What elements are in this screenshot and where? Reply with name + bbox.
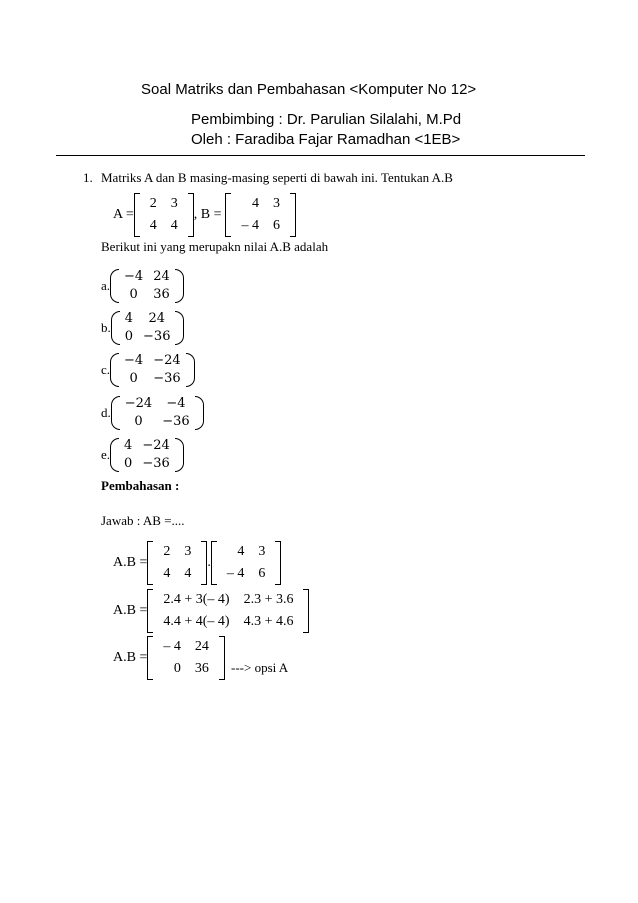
matrix-cell: 24 xyxy=(148,311,166,326)
ab-label: A.B = xyxy=(113,555,148,570)
matrix-cell: 6 xyxy=(258,566,266,581)
matrix-cell: 0 xyxy=(124,329,134,344)
result-matrix xyxy=(147,636,225,680)
option-matrix xyxy=(110,352,195,388)
right-bracket xyxy=(303,589,309,633)
matrix-cell: 4.4 + 4(– 4) xyxy=(163,614,230,629)
matrix-row xyxy=(143,193,185,215)
ab-label: A.B = xyxy=(113,603,148,618)
right-bracket xyxy=(201,541,207,585)
question-number: 1. xyxy=(83,170,93,185)
matrix-cell: – 4 xyxy=(163,639,181,654)
matrix-cell: −24 xyxy=(142,438,170,453)
option-label: a. xyxy=(101,278,111,293)
matrix-grid xyxy=(119,437,175,473)
matrix-a xyxy=(134,193,194,237)
step2-matrix xyxy=(147,589,309,633)
matrix-grid xyxy=(156,636,216,680)
right-bracket xyxy=(219,636,225,680)
right-bracket xyxy=(275,541,281,585)
matrix-row xyxy=(119,370,186,388)
option-label: c. xyxy=(101,362,111,377)
right-bracket xyxy=(188,193,194,237)
matrix-cell: 4 xyxy=(170,218,178,233)
matrix-row xyxy=(119,455,175,473)
matrix-cell: – 4 xyxy=(226,566,245,581)
matrix-row xyxy=(156,658,216,680)
matrix-grid xyxy=(120,310,176,346)
matrix-cell: 4 xyxy=(124,438,133,453)
author-line: Oleh : Faradiba Fajar Ramadhan <1EB> xyxy=(191,131,461,148)
option-matrix xyxy=(110,437,184,473)
matrix-cell: 0 xyxy=(173,661,181,676)
matrix-grid xyxy=(156,541,198,585)
matrix-row xyxy=(156,636,216,658)
left-paren xyxy=(110,438,119,472)
matrix-cell: 24 xyxy=(153,269,170,284)
matrix-row xyxy=(156,541,198,563)
left-bracket xyxy=(225,193,231,237)
matrix-cell: 4 xyxy=(237,544,245,559)
option-e xyxy=(101,437,184,473)
matrix-row xyxy=(156,563,198,585)
matrix-row xyxy=(119,352,186,370)
matrix-cell: 0 xyxy=(129,371,138,386)
option-b xyxy=(101,310,184,346)
matrix-grid xyxy=(234,193,287,237)
solution-step-1 xyxy=(113,541,281,585)
matrix-cell: 24 xyxy=(194,639,209,654)
matrix-cell: −36 xyxy=(143,329,171,344)
multiply-dot: . xyxy=(207,555,211,570)
matrix-row xyxy=(119,268,175,286)
matrix-cell: −36 xyxy=(153,371,181,386)
matrix-row xyxy=(119,286,175,304)
matrix-row xyxy=(119,437,175,455)
matrix-row xyxy=(143,215,185,237)
given-matrices xyxy=(113,193,296,237)
option-a xyxy=(101,268,184,304)
left-bracket xyxy=(147,541,153,585)
matrix-row xyxy=(220,563,273,585)
matrix-cell: 4 xyxy=(149,218,157,233)
matrix-cell: 36 xyxy=(153,287,170,302)
option-d xyxy=(101,395,204,431)
matrix-cell: 0 xyxy=(124,456,133,471)
matrix-cell: 3 xyxy=(272,196,280,211)
supervisor-line: Pembimbing : Dr. Parulian Silalahi, M.Pd xyxy=(191,111,462,128)
matrix-row xyxy=(234,193,287,215)
matrix-b xyxy=(225,193,296,237)
step1-matrix-b xyxy=(211,541,282,585)
matrix-cell: −36 xyxy=(142,456,170,471)
left-paren xyxy=(111,396,120,430)
left-bracket xyxy=(147,636,153,680)
matrix-cell: 4 xyxy=(184,566,192,581)
matrix-row xyxy=(120,310,176,328)
header-divider xyxy=(56,155,585,156)
right-paren xyxy=(186,353,195,387)
left-bracket xyxy=(134,193,140,237)
matrix-cell: – 4 xyxy=(241,218,259,233)
matrix-cell: 2.4 + 3(– 4) xyxy=(163,592,230,607)
option-c xyxy=(101,352,195,388)
matrix-grid xyxy=(119,268,175,304)
left-paren xyxy=(111,311,120,345)
left-paren xyxy=(110,353,119,387)
solution-step-2 xyxy=(113,589,309,633)
matrix-row xyxy=(156,611,300,633)
matrix-cell: −4 xyxy=(166,396,186,411)
right-paren xyxy=(175,269,184,303)
matrix-cell: 4 xyxy=(124,311,134,326)
matrix-cell: 4.3 + 4.6 xyxy=(243,614,294,629)
matrix-cell: 2 xyxy=(163,544,171,559)
matrix-cell: 2 xyxy=(149,196,157,211)
option-matrix xyxy=(111,395,204,431)
matrix-cell: 36 xyxy=(194,661,209,676)
matrix-cell: −24 xyxy=(153,353,181,368)
option-matrix xyxy=(111,310,185,346)
matrix-grid xyxy=(220,541,273,585)
right-bracket xyxy=(290,193,296,237)
solution-heading: Pembahasan : xyxy=(101,478,180,493)
solution-step-3 xyxy=(113,636,225,680)
matrix-row xyxy=(120,328,176,346)
matrix-cell: 6 xyxy=(272,218,280,233)
matrix-cell: 0 xyxy=(134,414,143,429)
matrix-cell: 3 xyxy=(184,544,192,559)
matrix-cell: −24 xyxy=(124,396,153,411)
step1-matrix-a xyxy=(147,541,207,585)
option-matrix xyxy=(110,268,184,304)
answer-line: Jawab : AB =.... xyxy=(101,513,185,528)
result-note: ---> opsi A xyxy=(231,660,289,675)
matrix-cell: 3 xyxy=(170,196,178,211)
matrix-grid xyxy=(143,193,185,237)
matrix-row xyxy=(156,589,300,611)
option-label: b. xyxy=(101,320,111,335)
matrix-row xyxy=(234,215,287,237)
matrix-row xyxy=(120,413,195,431)
option-label: e. xyxy=(101,447,111,462)
left-bracket xyxy=(211,541,217,585)
matrix-grid xyxy=(119,352,186,388)
matrix-grid xyxy=(156,589,300,633)
matrix-cell: −4 xyxy=(124,353,144,368)
right-paren xyxy=(195,396,204,430)
matrix-grid xyxy=(120,395,195,431)
matrix-cell: 4 xyxy=(251,196,259,211)
left-bracket xyxy=(147,589,153,633)
matrix-cell: 4 xyxy=(163,566,171,581)
matrix-cell: 0 xyxy=(129,287,138,302)
ab-label: A.B = xyxy=(113,650,148,665)
matrix-cell: 3 xyxy=(258,544,266,559)
question-prompt: Berikut ini yang merupakn nilai A.B adalah xyxy=(101,239,329,254)
matrix-b-label: , B = xyxy=(193,207,222,222)
document-title: Soal Matriks dan Pembahasan <Komputer No 12> xyxy=(141,81,477,98)
option-label: d. xyxy=(101,405,111,420)
question-text: Matriks A dan B masing-masing seperti di bawah ini. Tentukan A.B xyxy=(101,170,453,185)
right-paren xyxy=(175,438,184,472)
matrix-cell: 2.3 + 3.6 xyxy=(243,592,294,607)
matrix-cell: −36 xyxy=(162,414,190,429)
matrix-row xyxy=(120,395,195,413)
matrix-cell: −4 xyxy=(124,269,144,284)
matrix-row xyxy=(220,541,273,563)
right-paren xyxy=(175,311,184,345)
left-paren xyxy=(110,269,119,303)
matrix-a-label: A = xyxy=(113,207,134,222)
